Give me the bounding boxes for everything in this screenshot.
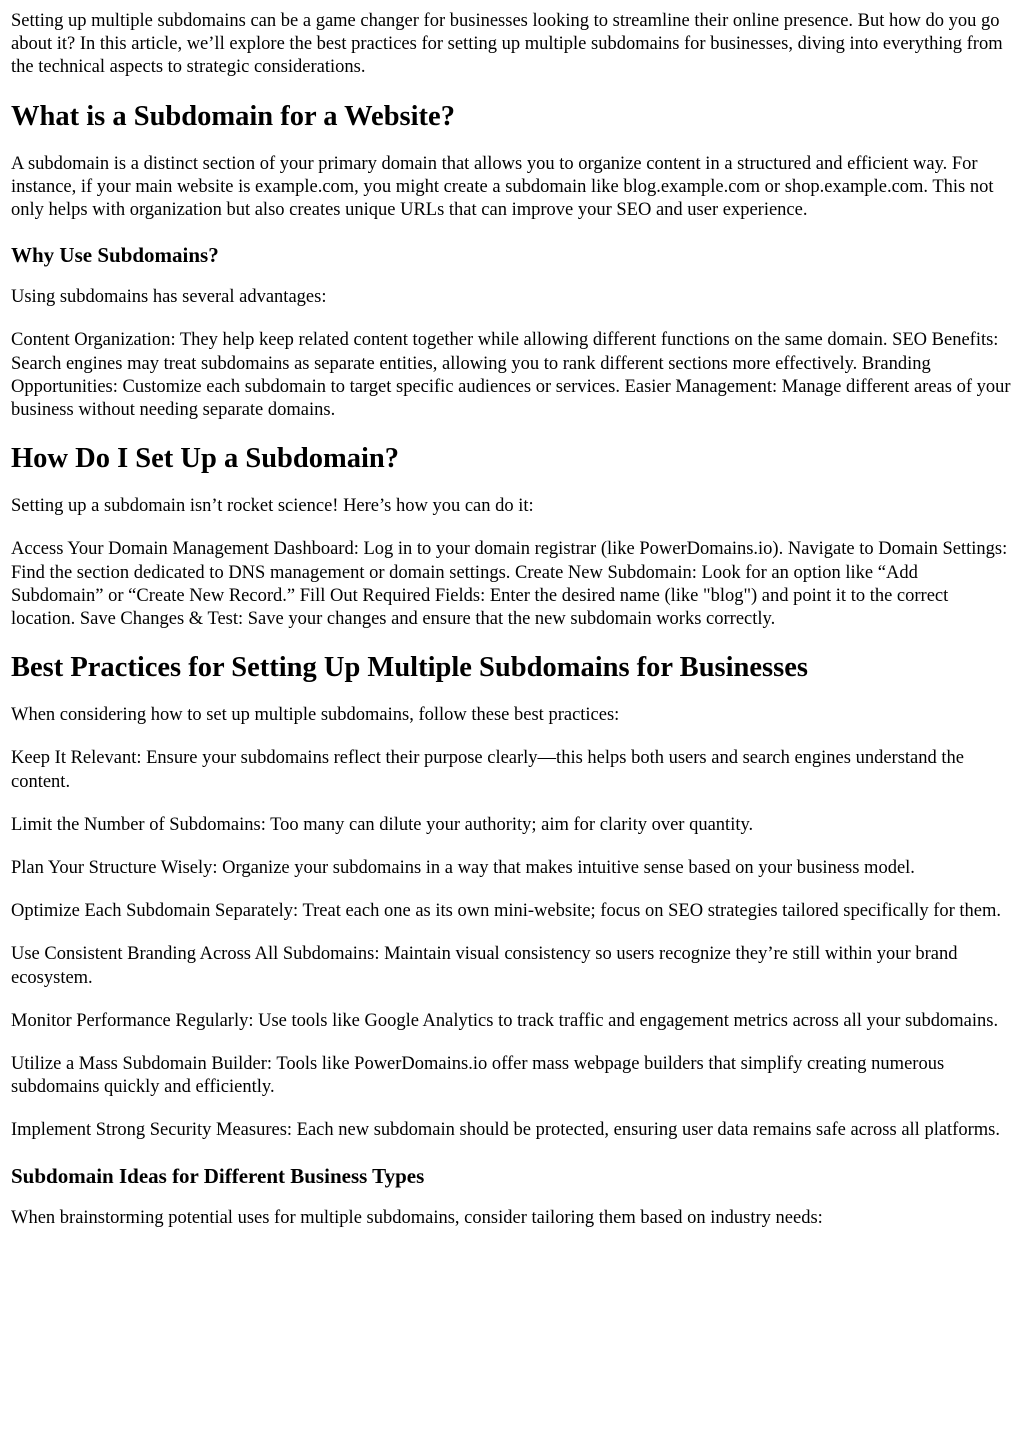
advantages-paragraph: Content Organization: They help keep related content together while allowing different functions on the same domain. SEO Benefits: Search engines may treat subdomains as separate entities, allowing you to rank different sections more effectively. Branding Opportunities: Customize each subdomain to target specific audiences or services. Easier Management: Manage different areas of your business without needing separate domains. [11,330,1011,421]
practice-item: Use Consistent Branding Across All Subdomains: Maintain visual consistency so users recognize they’re still within your brand ecosystem. [11,944,958,988]
setup-steps-paragraph: Access Your Domain Management Dashboard: Log in to your domain registrar (like PowerDomains.io). Navigate to Domain Settings: Find the section dedicated to DNS management or domain settings. Create New Subdomain: Look for an option like “Add Subdomain” or “Create New Record.” Fill Out Required Fields: Enter the desired name (like "blog") and point it to the correct location. Save Changes & Test: Save your changes and ensure that the new subdomain works correctly. [11,539,1008,630]
ideas-lead-paragraph: When brainstorming potential uses for multiple subdomains, consider tailoring them based on industry needs: [11,1207,823,1228]
heading-what-is-subdomain: What is a Subdomain for a Website? [11,100,455,132]
practice-item: Keep It Relevant: Ensure your subdomains reflect their purpose clearly—this helps both users and search engines understand the content. [11,748,964,792]
heading-subdomain-ideas: Subdomain Ideas for Different Business Types [11,1163,425,1188]
practice-item: Plan Your Structure Wisely: Organize your subdomains in a way that makes intuitive sense based on your business model. [11,858,915,879]
heading-best-practices: Best Practices for Setting Up Multiple Subdomains for Businesses [11,652,808,684]
intro-paragraph: Setting up multiple subdomains can be a game changer for businesses looking to streamline their online presence. But how do you go about it? In this article, we’ll explore the best practices for setting up multiple subdomains for businesses, diving into everything from the technical aspects to strategic considerations. [11,11,1003,78]
what-is-subdomain-paragraph: A subdomain is a distinct section of your primary domain that allows you to organize content in a structured and efficient way. For instance, if your main website is example.com, you might create a subdomain like blog.example.com or shop.example.com. This not only helps with organization but also creates unique URLs that can improve your SEO and user experience. [11,153,994,221]
practice-item: Optimize Each Subdomain Separately: Treat each one as its own mini-website; focus on SEO strategies tailored specifically for them. [11,901,1002,922]
practice-item: Limit the Number of Subdomains: Too many can dilute your authority; aim for clarity over quantity. [11,814,754,835]
practice-item: Utilize a Mass Subdomain Builder: Tools like PowerDomains.io offer mass webpage builders that simplify creating numerous subdomains quickly and efficiently. [11,1054,945,1098]
practice-item: Monitor Performance Regularly: Use tools like Google Analytics to track traffic and engagement metrics across all your subdomains. [11,1010,999,1031]
heading-how-set-up: How Do I Set Up a Subdomain? [11,443,400,475]
why-lead-paragraph: Using subdomains has several advantages: [11,287,327,308]
best-practices-lead: When considering how to set up multiple subdomains, follow these best practices: [11,705,620,726]
heading-why-use-subdomains: Why Use Subdomains? [11,243,219,268]
practice-item: Implement Strong Security Measures: Each new subdomain should be protected, ensuring user data remains safe across all platforms. [11,1120,1000,1141]
how-lead-paragraph: Setting up a subdomain isn’t rocket science! Here’s how you can do it: [11,496,534,517]
